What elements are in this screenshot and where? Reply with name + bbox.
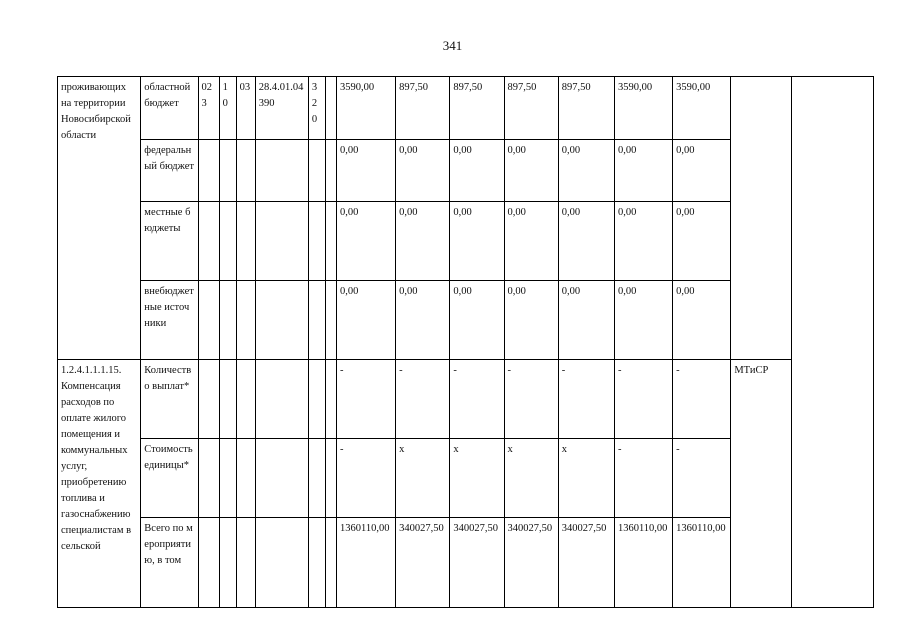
value-cell: 0,00 <box>673 202 731 281</box>
value-cell: 0,00 <box>396 281 450 360</box>
value-cell: - <box>336 360 395 439</box>
value-cell: 0,00 <box>614 140 672 202</box>
code-cell: 10 <box>219 77 236 140</box>
empty-cell <box>325 281 336 360</box>
empty-cell <box>198 281 219 360</box>
funding-source-cell: Количество выплат* <box>141 360 198 439</box>
value-cell: 0,00 <box>504 140 558 202</box>
empty-cell <box>236 202 255 281</box>
value-cell: 340027,50 <box>504 518 558 608</box>
value-cell: 897,50 <box>396 77 450 140</box>
value-cell: - <box>450 360 504 439</box>
empty-cell <box>325 518 336 608</box>
value-cell: 1360110,00 <box>673 518 731 608</box>
value-cell: 897,50 <box>558 77 614 140</box>
value-cell: 0,00 <box>558 202 614 281</box>
value-cell: 340027,50 <box>450 518 504 608</box>
value-cell: 1360110,00 <box>614 518 672 608</box>
value-cell: 0,00 <box>336 202 395 281</box>
code-cell: 023 <box>198 77 219 140</box>
empty-cell <box>255 202 308 281</box>
funding-source-cell: федеральный бюджет <box>141 140 198 202</box>
funding-source-cell: Стоимость единицы* <box>141 439 198 518</box>
funding-source-cell: Всего по мероприятию, в том <box>141 518 198 608</box>
empty-cell <box>236 281 255 360</box>
empty-cell <box>198 140 219 202</box>
empty-cell <box>308 439 325 518</box>
value-cell: 0,00 <box>504 281 558 360</box>
table-row <box>58 77 874 140</box>
funding-source-cell: областной бюджет <box>141 77 198 140</box>
value-cell: 0,00 <box>396 202 450 281</box>
empty-cell <box>198 360 219 439</box>
value-cell: - <box>558 360 614 439</box>
empty-cell <box>219 202 236 281</box>
empty-cell <box>236 439 255 518</box>
empty-cell <box>325 77 336 140</box>
empty-cell <box>219 360 236 439</box>
value-cell: 0,00 <box>396 140 450 202</box>
value-cell: 0,00 <box>450 140 504 202</box>
funding-source-cell: внебюджетные источники <box>141 281 198 360</box>
value-cell: 1360110,00 <box>336 518 395 608</box>
value-cell: - <box>614 360 672 439</box>
empty-cell <box>325 439 336 518</box>
empty-cell <box>219 281 236 360</box>
value-cell: - <box>504 360 558 439</box>
empty-cell <box>219 439 236 518</box>
value-cell: 340027,50 <box>558 518 614 608</box>
code-cell: 320 <box>308 77 325 140</box>
page-number: 341 <box>442 38 463 53</box>
empty-cell <box>255 439 308 518</box>
executor-cell: МТиСР <box>731 360 791 608</box>
value-cell: 3590,00 <box>673 77 731 140</box>
empty-cell <box>236 518 255 608</box>
budget-table <box>57 76 874 608</box>
empty-cell <box>255 360 308 439</box>
empty-cell <box>308 518 325 608</box>
empty-cell <box>219 140 236 202</box>
value-cell: 0,00 <box>558 140 614 202</box>
empty-cell <box>325 360 336 439</box>
value-cell: 0,00 <box>614 281 672 360</box>
empty-cell <box>236 140 255 202</box>
value-cell: x <box>396 439 450 518</box>
empty-cell <box>219 518 236 608</box>
value-cell: 0,00 <box>614 202 672 281</box>
empty-cell <box>255 281 308 360</box>
code-cell: 28.4.01.04390 <box>255 77 308 140</box>
value-cell: 3590,00 <box>336 77 395 140</box>
activity-name-cell: проживающих на территории Новосибирской области <box>58 77 141 360</box>
value-cell: 897,50 <box>504 77 558 140</box>
value-cell: 0,00 <box>336 140 395 202</box>
empty-cell <box>325 140 336 202</box>
empty-cell <box>325 202 336 281</box>
value-cell: 0,00 <box>673 281 731 360</box>
value-cell: 0,00 <box>450 281 504 360</box>
executor-cell <box>731 77 791 360</box>
result-cell <box>791 77 873 608</box>
value-cell: x <box>450 439 504 518</box>
empty-cell <box>308 140 325 202</box>
empty-cell <box>308 281 325 360</box>
value-cell: - <box>396 360 450 439</box>
value-cell: 0,00 <box>450 202 504 281</box>
value-cell: 0,00 <box>336 281 395 360</box>
empty-cell <box>255 518 308 608</box>
value-cell: - <box>673 439 731 518</box>
code-cell: 03 <box>236 77 255 140</box>
empty-cell <box>255 140 308 202</box>
value-cell: x <box>504 439 558 518</box>
funding-source-cell: местные бюджеты <box>141 202 198 281</box>
empty-cell <box>308 202 325 281</box>
value-cell: x <box>558 439 614 518</box>
value-cell: - <box>614 439 672 518</box>
table-row <box>58 360 874 439</box>
value-cell: 0,00 <box>558 281 614 360</box>
empty-cell <box>198 202 219 281</box>
empty-cell <box>198 518 219 608</box>
value-cell: 897,50 <box>450 77 504 140</box>
empty-cell <box>236 360 255 439</box>
activity-name-cell: 1.2.4.1.1.1.15. Компенсация расходов по оплате жилого помещения и коммунальных услуг, приобретению топлива и газоснабжению специалистам в сельской <box>58 360 141 608</box>
value-cell: 0,00 <box>504 202 558 281</box>
value-cell: - <box>673 360 731 439</box>
value-cell: 0,00 <box>673 140 731 202</box>
empty-cell <box>198 439 219 518</box>
empty-cell <box>308 360 325 439</box>
value-cell: 3590,00 <box>614 77 672 140</box>
value-cell: 340027,50 <box>396 518 450 608</box>
value-cell: - <box>336 439 395 518</box>
